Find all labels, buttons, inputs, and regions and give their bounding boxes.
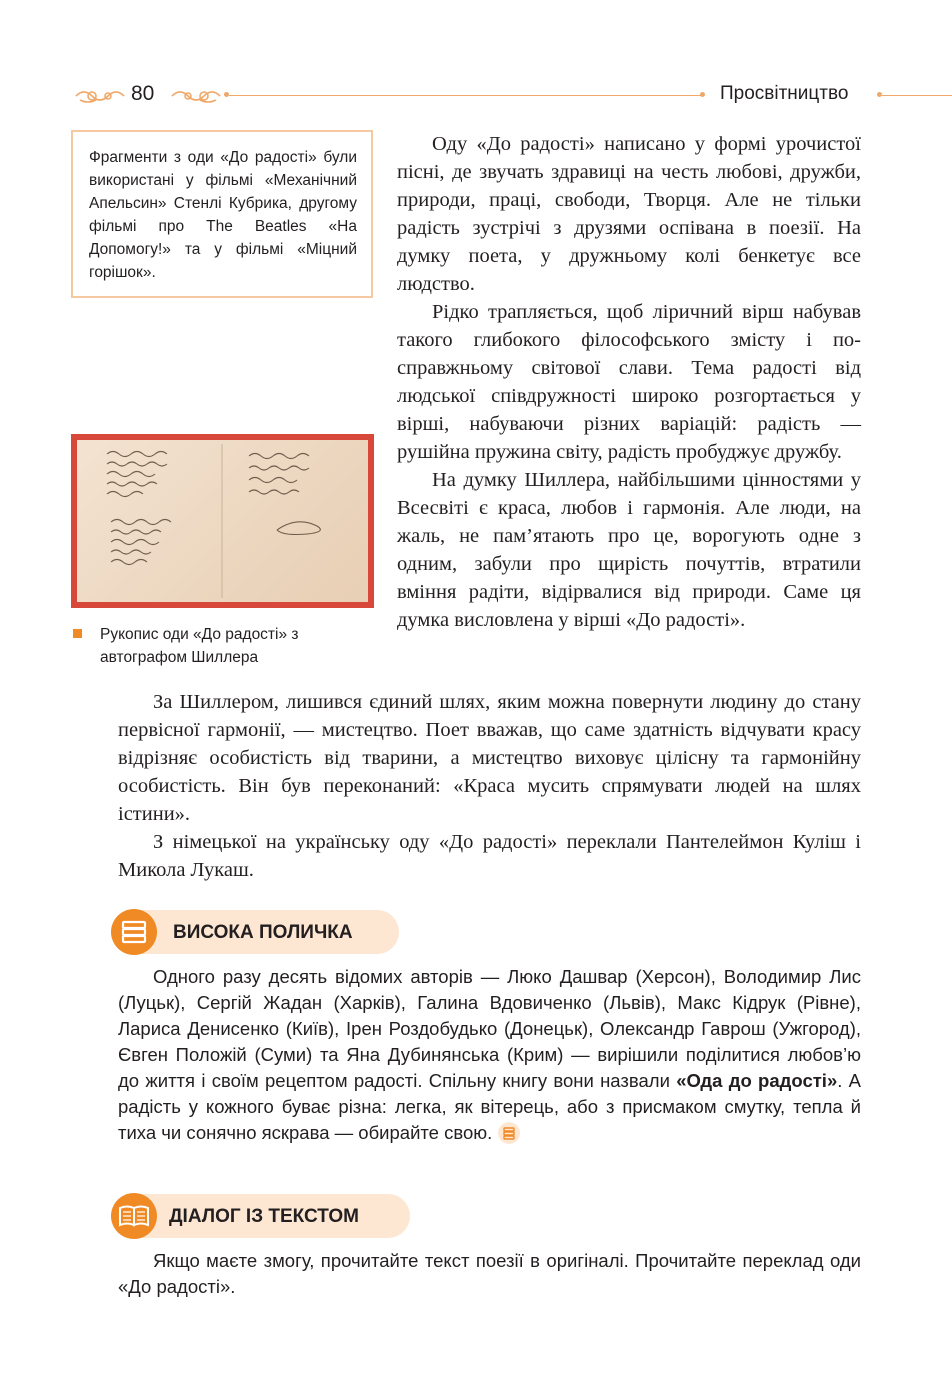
book-title: «Ода до радості» (676, 1070, 838, 1091)
main-text-column (397, 130, 861, 634)
shelf-small-icon (498, 1122, 520, 1144)
header-rule (882, 95, 952, 96)
dialog-text (118, 1248, 861, 1300)
right-ornament-icon (170, 86, 222, 106)
manuscript-paper (77, 440, 368, 602)
shelf-title: ВИСОКА ПОЛИЧКА (173, 922, 353, 943)
fact-box (71, 130, 373, 298)
section-title: Просвітництво (720, 83, 849, 104)
paragraph: Оду «До радості» написано у формі урочистої пісні, де звучать здравиці на честь любові, дружби, природи, праці, свободи, Творця. Але не тільки радість зустрічі з друзями оспівана в поезії. На думку поета, у дружньому колі бенкетує все людство. (397, 133, 861, 295)
paragraph: Якщо маєте змогу, прочитайте текст поезії в оригіналі. Прочитайте переклад оди «До радості». (118, 1250, 861, 1297)
paragraph: З німецької на українську оду «До радості» переклали Пантелеймон Куліш і Микола Лукаш. (118, 831, 861, 881)
figure-caption: Рукопис оди «До радості» з автографом Шиллера (100, 626, 299, 666)
shelf-text-before: Одного разу десять відомих авторів — Люко Дашвар (Херсон), Володимир Лис (Луцьк), Сергій Жадан (Харків), Галина Вдовиченко (Львів), Макс Кідрук (Рівне), Лариса Денисенко (Київ), Ірен Роздобудько (Донецьк), Олександр Гаврош (Ужгород), Євген Положій (Суми) та Яна Дубинянська (Крим) — вирішили поділитися любов’ю до життя і своїм рецептом радості. Спільну книгу вони назвали (118, 966, 861, 1091)
paragraph: На думку Шиллера, найбільшими цінностями у Всесвіті є краса, любов і гармонія. Але люди, на жаль, не пам’ятають про це, ворогують одне з одним, забули про щирість почуттів, втратили вміння радіти, відірвалися від природи. Саме ця думка висловлена у вірші «До радості». (397, 469, 861, 631)
manuscript-handwriting (77, 440, 368, 602)
shelf-text (118, 964, 861, 1146)
shelf-text-after: . А радість у кожного буває різна: легка, як вітерець, або з присмаком смутку, тепла й тиха чи сонячно яскрава — обирайте свою. (118, 1070, 861, 1143)
main-text-full (118, 688, 861, 884)
paragraph: За Шиллером, лишився єдиний шлях, яким можна повернути людину до стану первісної гармонії, — мистецтво. Поет вважав, що саме здатність відчувати красу відрізняє особистість від тварини, а мистецтво виховує цілісну та гармонійну особистість. Він був переконаний: «Краса мусить спрямувати людей на шлях істини». (118, 691, 861, 825)
fact-box-text: Фрагменти з оди «До радості» були використані у фільмі «Механічний Апельсин» Стенлі Кубрика, другому фільмі про The Beatles «На Допомогу!» та у фільмі «Міцний горішок». (89, 149, 357, 281)
manuscript-image (71, 434, 374, 608)
shelf-icon (111, 909, 157, 955)
header-rule-dot (700, 92, 705, 97)
left-ornament-icon (74, 86, 126, 106)
header-rule (229, 95, 701, 96)
page-header (0, 82, 952, 110)
caption-bullet-icon (73, 629, 82, 638)
page-number: 80 (131, 82, 155, 105)
dialog-title: ДІАЛОГ ІЗ ТЕКСТОМ (169, 1206, 359, 1227)
open-book-icon (111, 1193, 157, 1239)
paragraph: Рідко трапляється, щоб ліричний вірш набував такого глибокого філософського змісту і по-справжньому світової слави. Тема радості від людської співдружності широко розгортається у вірші, набуваючи різних варіацій: радість — рушійна пружина світу, радість пробуджує дружбу. (397, 301, 861, 463)
